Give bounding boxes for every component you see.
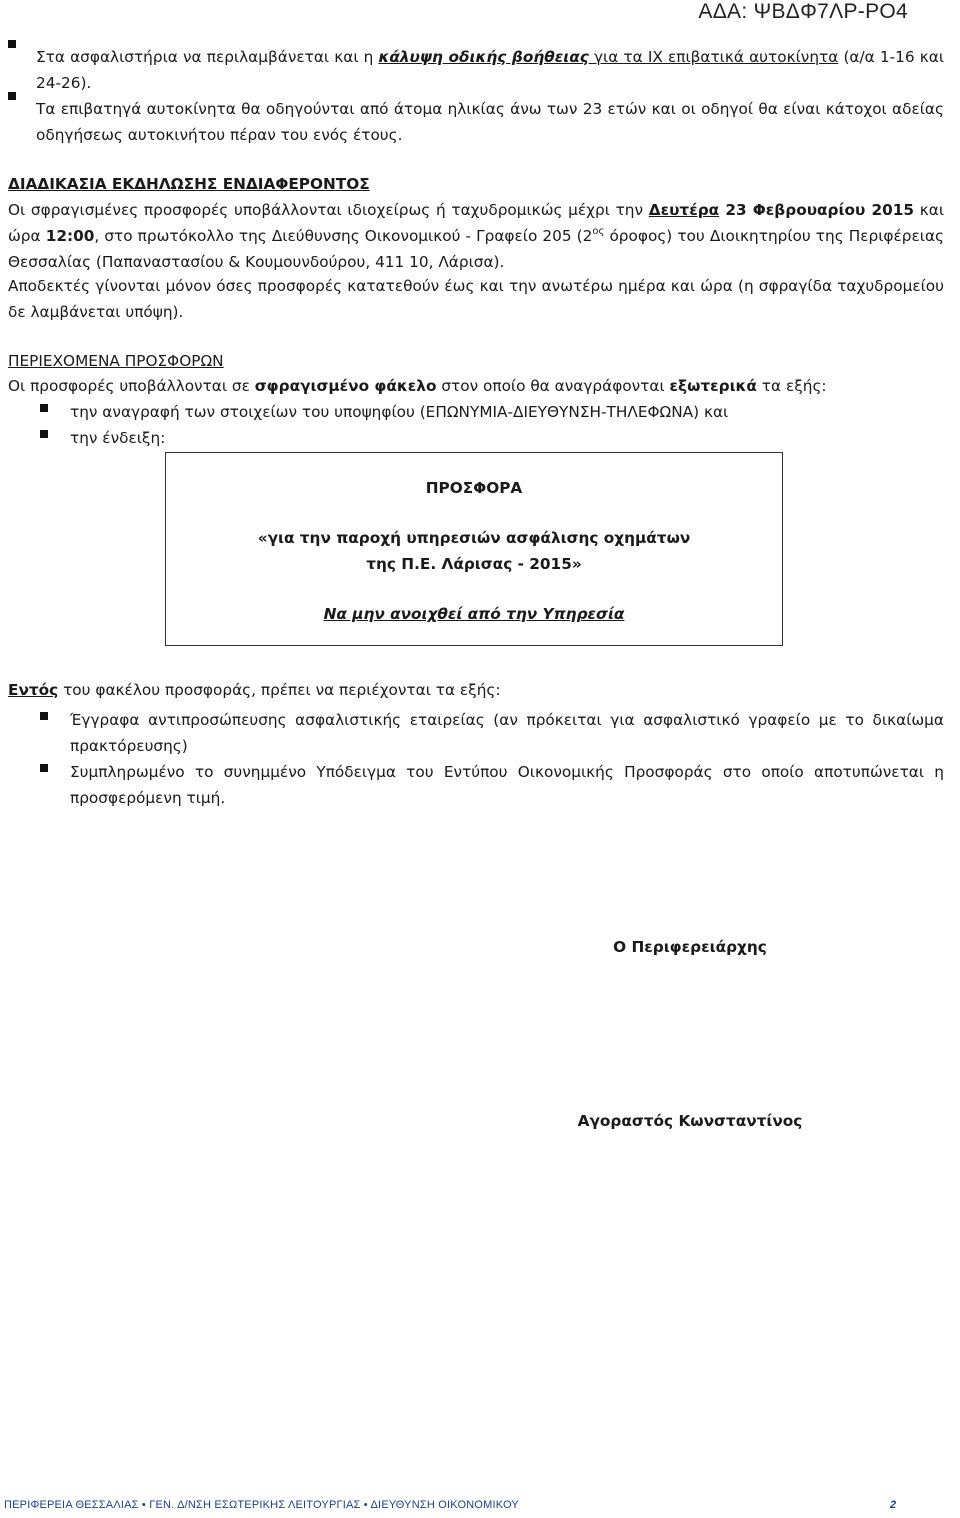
text-segment: όροφος) του Διοικητηρίου της Περιφέρειας Θεσσαλίας (Παπαναστασίου & Κουμουνδούρου, 411 10, Λάρισα). <box>8 227 945 271</box>
heading-text: ΔΙΑΔΙΚΑΣΙΑ ΕΚΔΗΛΩΣΗΣ ΕΝΔΙΑΦΕΡΟΝΤΟΣ <box>8 175 370 193</box>
underlined-segment: για τα ΙΧ επιβατικά αυτοκίνητα <box>588 48 839 66</box>
heading-text: ΠΕΡΙΕΧΟΜΕΝΑ ΠΡΟΣΦΟΡΩΝ <box>8 352 224 370</box>
footer-department: ΠΕΡΙΦΕΡΕΙΑ ΘΕΣΣΑΛΙΑΣ • ΓΕΝ. Δ/ΝΣΗ ΕΣΩΤΕΡΙΚΗΣ ΛΕΙΤΟΥΡΓΙΑΣ • ΔΙΕΥΘΥΝΣΗ ΟΙΚΟΝΟΜΙΚΟΥ <box>4 1499 519 1511</box>
bullet-driver-age: Τα επιβατηγά αυτοκίνητα θα οδηγούνται από άτομα ηλικίας άνω των 23 ετών και οι οδηγοί θα είναι κάτοχοι αδείας οδηγήσεως αυτοκινήτου πέραν του ενός έτους. <box>36 100 944 144</box>
contents-item-indication: την ένδειξη: <box>70 429 166 447</box>
emphasis-roadside-assistance: κάλυψη οδικής βοήθειας <box>378 48 589 66</box>
bullet-square-icon <box>8 40 16 48</box>
inside-envelope-lead <box>8 677 944 703</box>
externally-emphasis: εξωτερικά <box>669 377 757 395</box>
signatory-name: Αγοραστός Κωνσταντίνος <box>577 1112 803 1130</box>
text-segment: στον οποίο θα αναγράφονται <box>436 377 670 395</box>
contents-intro <box>8 373 944 399</box>
text-segment: και ώρα <box>8 201 945 245</box>
text-segment: Στα ασφαλιστήρια να περιλαμβάνεται και η <box>36 48 379 66</box>
text-segment: του φακέλου προσφοράς, πρέπει να περιέχονται τα εξής: <box>58 681 501 699</box>
bullet-square-icon <box>40 404 48 412</box>
text-segment: , στο πρωτόκολλο της Διεύθυνσης Οικονομικού - Γραφείο 205 (2 <box>94 227 593 245</box>
signatory-title: Ο Περιφερειάρχης <box>613 938 767 956</box>
inside-emphasis: Εντός <box>8 681 59 699</box>
text-segment: (α/α 1-16 και 24-26). <box>36 48 944 92</box>
box-subject-line-2: της Π.Ε. Λάρισας - 2015» <box>366 555 582 573</box>
bullet-square-icon <box>8 92 16 100</box>
text-segment: τα εξής: <box>756 377 827 395</box>
deadline-day: Δευτέρα <box>648 201 720 219</box>
procedure-paragraph-deadline <box>8 197 944 275</box>
section-heading-contents <box>8 348 944 374</box>
envelope-label-box <box>165 452 783 646</box>
bullet-square-icon <box>40 430 48 438</box>
text-segment: Οι σφραγισμένες προσφορές υποβάλλονται ιδιοχείρως ή ταχυδρομικώς μέχρι την <box>8 201 649 219</box>
ordinal-suffix: ος <box>592 226 605 237</box>
deadline-date: 23 Φεβρουαρίου 2015 <box>719 201 915 219</box>
inside-item-representation-docs: Έγγραφα αντιπροσώπευσης ασφαλιστικής εταιρείας (αν πρόκειται για ασφαλιστικό γραφείο με το δικαίωμα πρακτόρευσης) <box>70 711 944 755</box>
sealed-envelope-emphasis: σφραγισμένο φάκελο <box>254 377 437 395</box>
text-segment: Οι προσφορές υποβάλλονται σε <box>8 377 255 395</box>
page-number: 2 <box>890 1499 897 1511</box>
inside-item-financial-offer: Συμπληρωμένο το συνημμένο Υπόδειγμα του Εντύπου Οικονομικής Προσφοράς στο οποίο αποτυπώνεται η προσφερόμενη τιμή. <box>70 763 944 807</box>
bullet-square-icon <box>40 712 48 720</box>
contents-item-candidate-details: την αναγραφή των στοιχείων του υποψηφίου (ΕΠΩΝΥΜΙΑ-ΔΙΕΥΘΥΝΣΗ-ΤΗΛΕΦΩΝΑ) και <box>70 403 729 421</box>
box-title: ΠΡΟΣΦΟΡΑ <box>425 479 523 497</box>
section-heading-procedure <box>8 171 944 197</box>
bullet-square-icon <box>40 764 48 772</box>
procedure-paragraph-acceptance: Αποδεκτές γίνονται μόνον όσες προσφορές κατατεθούν έως και την ανωτέρω ημέρα και ώρα (η σφραγίδα ταχυδρομείου δε λαμβάνεται υπόψη). <box>8 277 944 321</box>
ada-code: ΑΔΑ: ΨΒΔΦ7ΛΡ-ΡΟ4 <box>698 0 908 23</box>
box-do-not-open: Να μην ανοιχθεί από την Υπηρεσία <box>323 605 625 623</box>
box-subject-line-1: «για την παροχή υπηρεσιών ασφάλισης οχημάτων <box>257 529 691 547</box>
deadline-time: 12:00 <box>45 227 95 245</box>
bullet-roadside-assistance <box>36 44 944 96</box>
